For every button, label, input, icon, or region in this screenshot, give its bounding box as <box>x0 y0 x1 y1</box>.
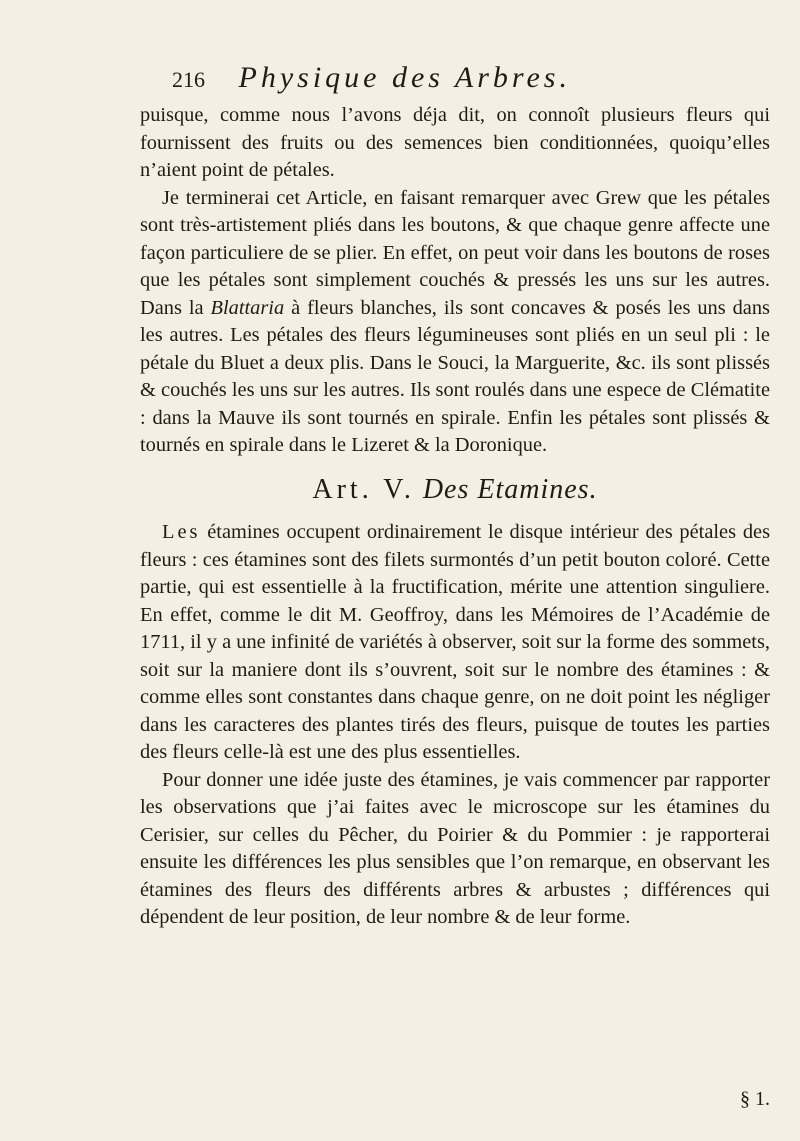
article-heading <box>140 473 770 505</box>
paragraph-continued: puisque, comme nous l’avons déja dit, on connoît plusieurs fleurs qui fournissent des fruits ou des semences bien conditionnées, quoiqu’elles n’aient point de pétales. <box>140 104 770 181</box>
body-text <box>140 102 770 932</box>
paragraph-text: à fleurs blanches, ils sont concaves & posés les uns dans les autres. Les pétales des fleurs légumineuses sont pliés en un seul pli : le pétale du Bluet a deux plis. Dans le Souci, la Marguerite, &c. ils sont plissés & couchés les uns sur les autres. Ils sont roulés dans une espece de Clématite : dans la Mauve ils sont tournés en spirale. Enfin les pétales sont plissés & tournés en spirale dans le Lizeret & la Doronique. <box>140 296 770 456</box>
page-number: 216 <box>172 67 205 92</box>
catchword: § 1. <box>740 1088 770 1110</box>
paragraph-text: Je terminerai cet Article, en faisant remarquer avec Grew que les pétales sont très-artistement pliés dans les boutons, & que chaque genre affecte une façon particuliere de se plier. En effet, on peut voir dans les boutons de roses que les pétales sont simplement couchés & pressés les uns sur les autres. Dans la <box>140 186 770 319</box>
running-title: Physique des Arbres. <box>238 61 571 94</box>
paragraph-petal-folding <box>140 185 770 460</box>
plant-name-italic: Blattaria <box>210 296 285 319</box>
running-header <box>172 60 772 98</box>
paragraph-text: étamines occupent ordinairement le disque intérieur des pétales des fleurs : ces étamines sont des filets surmontés d’un petit bouton coloré. Cette partie, qui est essentielle à la fructification, mérite une attention singuliere. En effet, comme le dit M. Geoffroy, dans les Mémoires de l’Académie de 1711, il y a une infinité de variétés à observer, soit sur la forme des sommets, soit sur la maniere dont ils s’ouvrent, soit sur le nombre des étamines : & comme elles sont constantes dans chaque genre, on ne doit point les négliger dans les caracteres des plantes tirés des fleurs, puisque de toutes les parties des fleurs celle-là est une des plus essentielles. <box>140 521 770 763</box>
article-label: Art. V. <box>312 473 415 505</box>
paragraph-stamens-intro <box>140 519 770 767</box>
article-title: Des Etamines. <box>422 473 598 505</box>
paragraph-stamens-method: Pour donner une idée juste des étamines, je vais commencer par rapporter les observations que j’ai faites avec le microscope sur les étamines du Cerisier, sur celles du Pêcher, du Poirier & du Pommier : je rapporterai ensuite les différences les plus sensibles que l’on remarque, en observant les étamines des fleurs des différents arbres & arbustes ; différences qui dépendent de leur position, de leur nombre & de leur forme. <box>140 768 770 928</box>
first-word: Les <box>162 521 201 543</box>
